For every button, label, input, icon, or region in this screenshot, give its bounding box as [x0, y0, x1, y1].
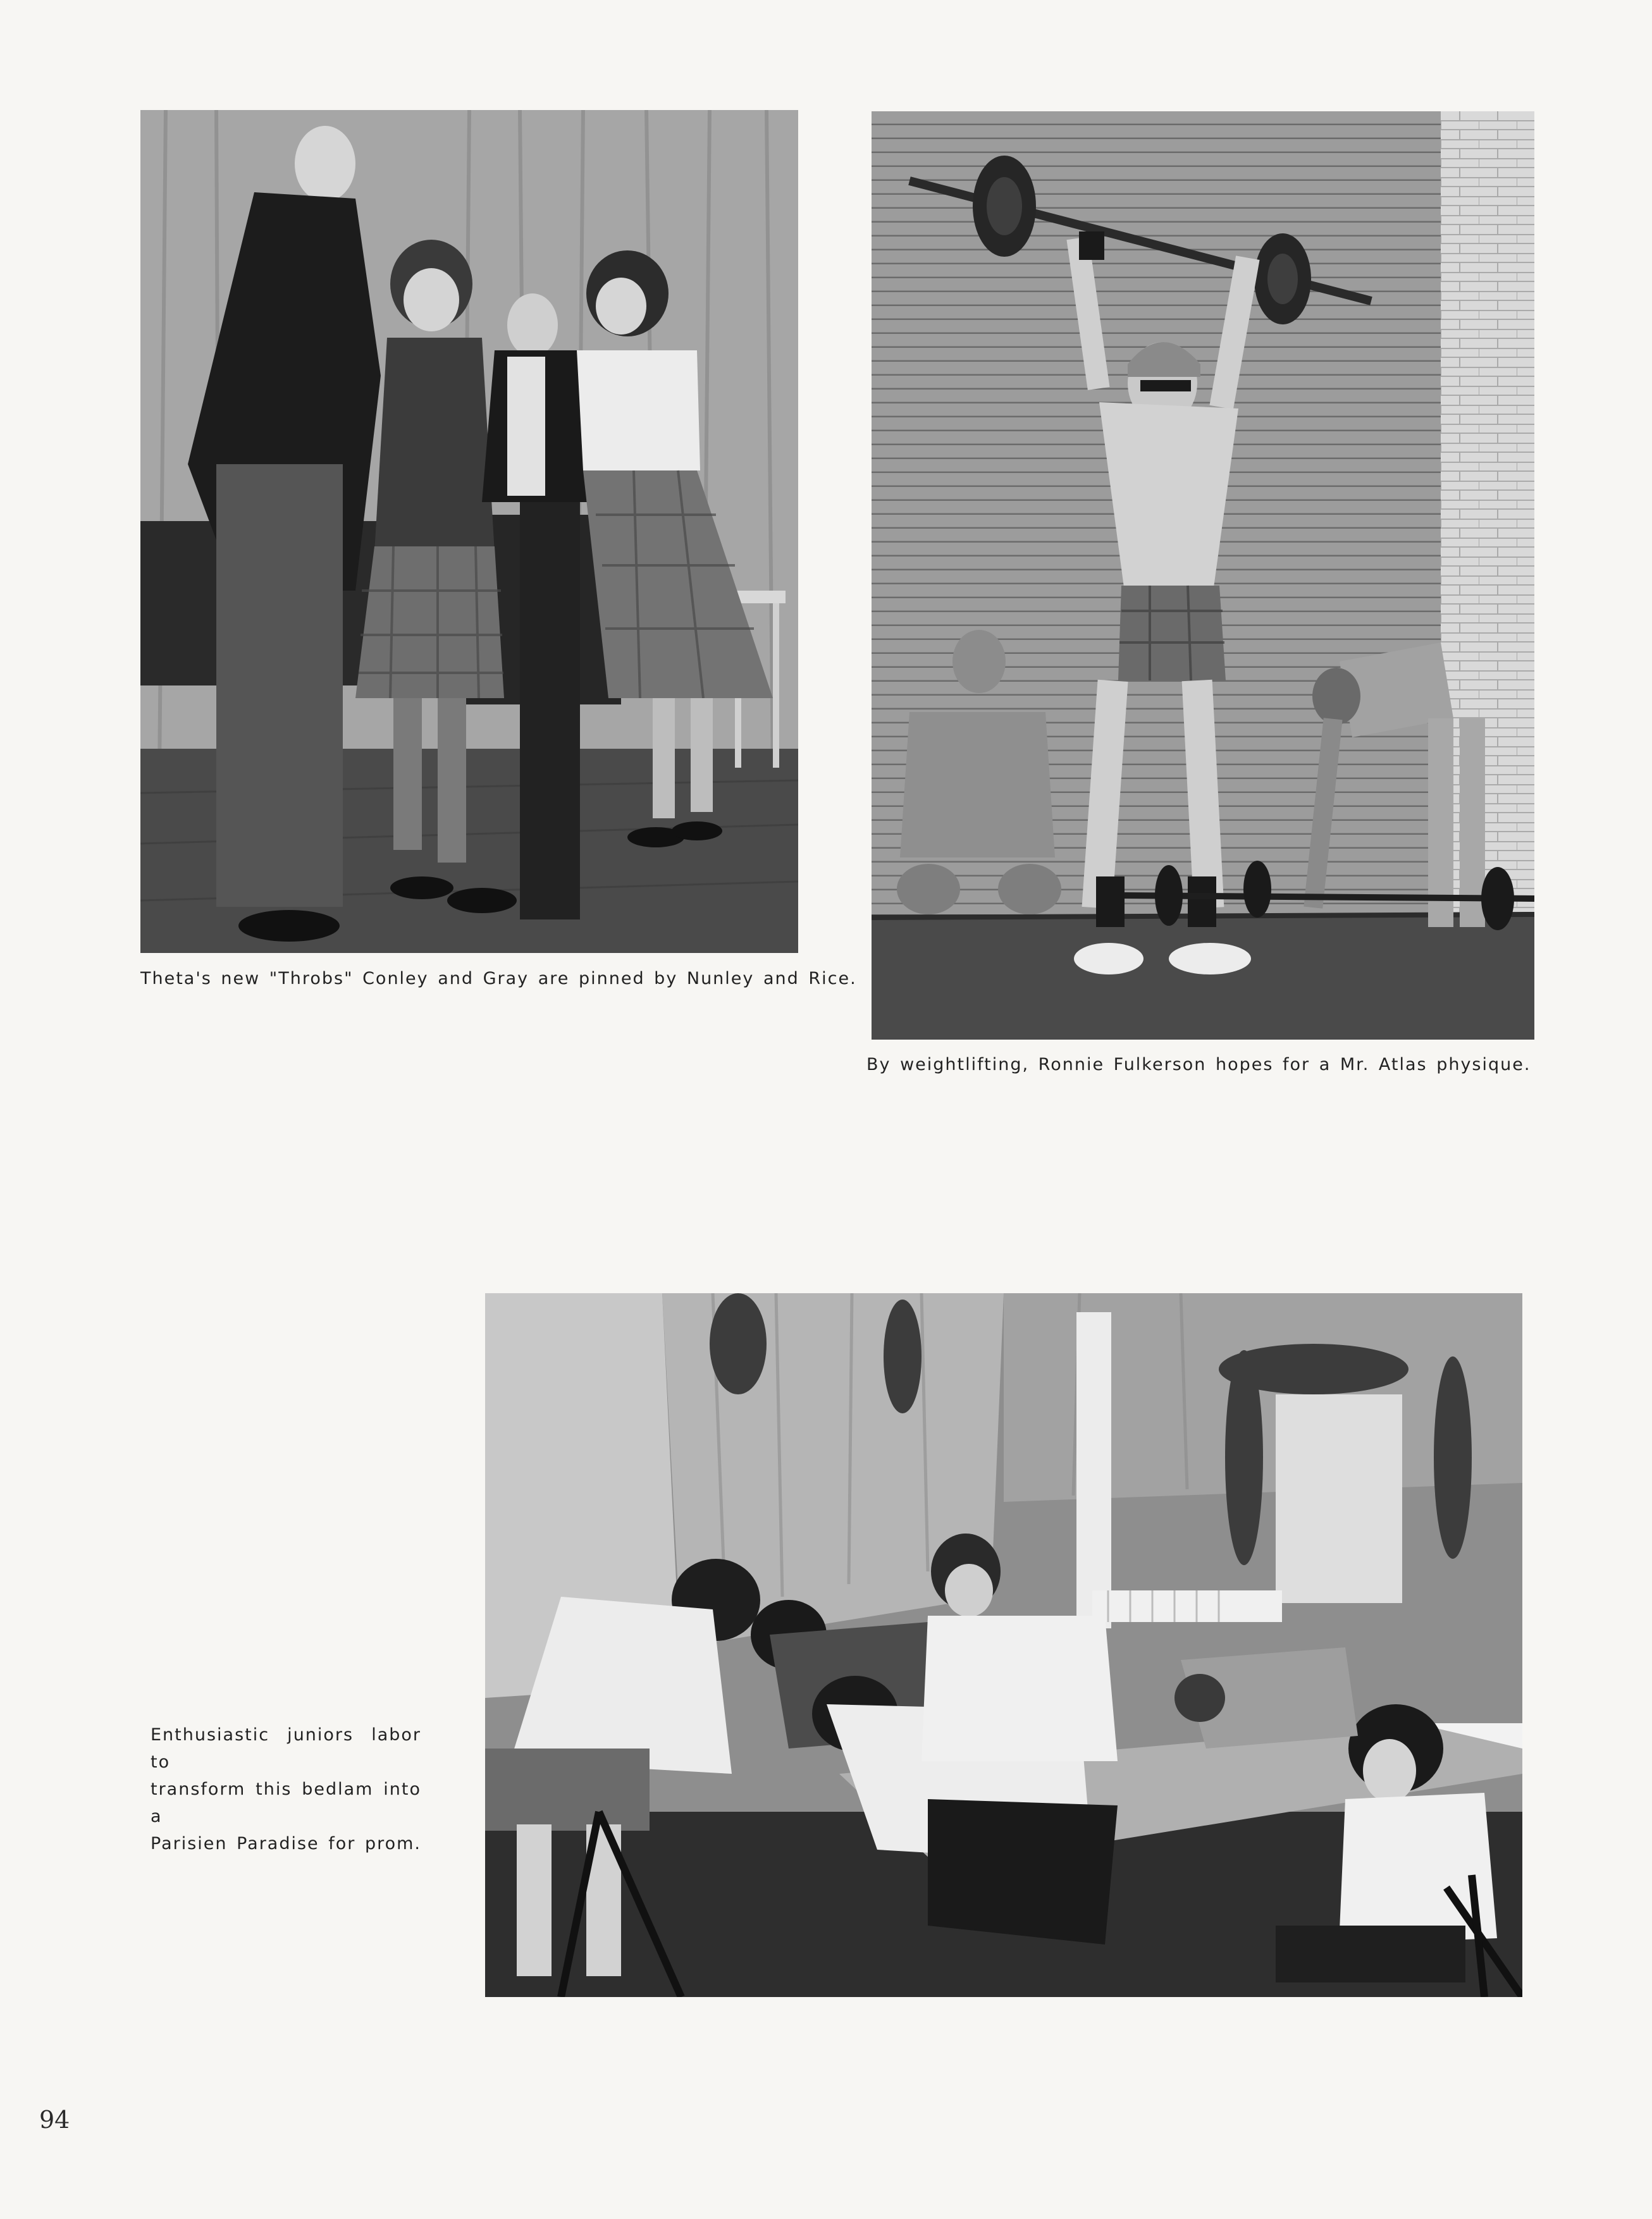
pinning-ceremony-photo-icon [140, 110, 798, 953]
prom-caption-line-3: Parisien Paradise for prom. [151, 1834, 422, 1853]
pinning-caption: Theta's new "Throbs" Conley and Gray are pinned by Nunley and Rice. [140, 969, 857, 988]
prom-caption-line-1: Enthusiastic juniors labor to [151, 1725, 421, 1772]
pinning-photo [140, 110, 798, 953]
prom-photo [485, 1293, 1522, 1997]
weightlifting-caption: By weightlifting, Ronnie Fulkerson hopes for a Mr. Atlas physique. [866, 1055, 1531, 1074]
prom-caption [151, 1721, 421, 1857]
prom-caption-line-2: transform this bedlam into a [151, 1780, 421, 1826]
weightlifting-photo-icon [872, 111, 1534, 1040]
prom-decorating-photo-icon [485, 1293, 1522, 1997]
page-number: 94 [39, 2106, 70, 2134]
weightlifting-photo [872, 111, 1534, 1040]
